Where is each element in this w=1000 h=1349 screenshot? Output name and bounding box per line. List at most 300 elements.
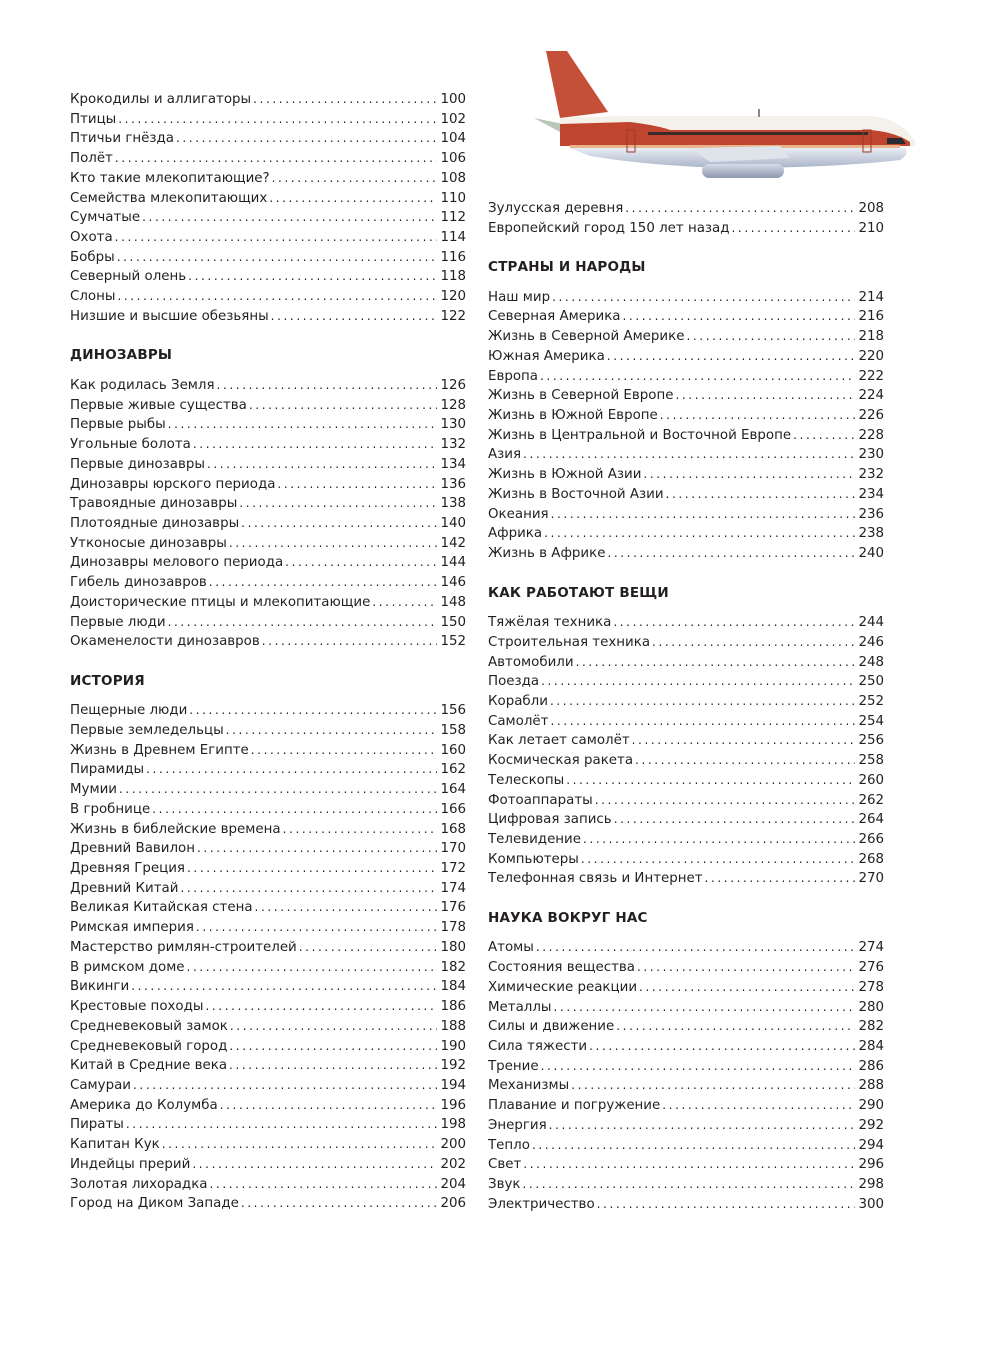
page-number: 146 [440, 575, 466, 591]
leader-dots [550, 692, 856, 712]
leader-dots [551, 505, 856, 525]
leader-dots [168, 613, 438, 633]
toc-entry[interactable]: Электричество ..... 300 [488, 1195, 884, 1215]
leader-dots [115, 228, 438, 248]
page-number: 246 [858, 634, 884, 650]
page-number: 234 [858, 486, 884, 502]
leader-dots [197, 839, 437, 859]
leader-dots [623, 307, 856, 327]
page-number: 132 [440, 437, 466, 453]
page-number: 294 [858, 1137, 884, 1153]
leader-dots [126, 1115, 438, 1135]
leader-dots [541, 1057, 856, 1077]
airplane-illustration [530, 46, 925, 186]
leader-dots [635, 751, 855, 771]
page-number: 104 [440, 131, 466, 147]
toc-entry[interactable]: Тепло ..... 294 [488, 1136, 884, 1156]
leader-dots [187, 958, 438, 978]
toc-entry[interactable]: Крестовые походы ..... 186 [70, 997, 466, 1017]
leader-dots [662, 1096, 855, 1116]
leader-dots [115, 149, 438, 169]
toc-entry[interactable]: Европа ..... 222 [488, 367, 884, 387]
toc-entry[interactable]: Жизнь в Южной Азии ..... 232 [488, 465, 884, 485]
leader-dots [607, 544, 855, 564]
toc-entry[interactable]: Пещерные люди ..... 156 [70, 701, 466, 721]
toc-entry[interactable]: В римском доме ..... 182 [70, 958, 466, 978]
toc-entry[interactable]: Корабли ..... 252 [488, 692, 884, 712]
page-number: 192 [440, 1058, 466, 1074]
toc-entry[interactable]: Африка ..... 238 [488, 524, 884, 544]
leader-dots [239, 494, 437, 514]
toc-entry[interactable]: Китай в Средние века ..... 192 [70, 1056, 466, 1076]
toc-entry[interactable]: Динозавры юрского периода ..... 136 [70, 475, 466, 495]
toc-entry[interactable]: Первые живые существа ..... 128 [70, 396, 466, 416]
page-number: 278 [858, 979, 884, 995]
page-number: 238 [858, 526, 884, 542]
leader-dots [666, 485, 856, 505]
toc-entry[interactable]: Металлы ..... 280 [488, 998, 884, 1018]
toc-entry[interactable]: Великая Китайская стена ..... 176 [70, 898, 466, 918]
toc-entry[interactable]: Жизнь в Северной Европе ..... 224 [488, 386, 884, 406]
leader-dots [162, 1135, 438, 1155]
leader-dots [277, 475, 437, 495]
toc-entry[interactable]: Автомобили ..... 248 [488, 653, 884, 673]
page-number: 174 [440, 880, 466, 896]
leader-dots [133, 1076, 437, 1096]
leader-dots [595, 791, 856, 811]
leader-dots [271, 307, 438, 327]
toc-entry[interactable]: Капитан Кук ..... 200 [70, 1135, 466, 1155]
page-number: 214 [858, 289, 884, 305]
page-number: 292 [858, 1117, 884, 1133]
page-number: 262 [858, 792, 884, 808]
page-number: 120 [440, 289, 466, 305]
toc-entry[interactable]: Семейства млекопитающих ..... 110 [70, 189, 466, 209]
toc-entry[interactable]: Охота ..... 114 [70, 228, 466, 248]
leader-dots [142, 208, 437, 228]
leader-dots [523, 445, 855, 465]
page-number: 210 [858, 220, 884, 236]
toc-entry[interactable]: Самураи ..... 194 [70, 1076, 466, 1096]
section-heading: НАУКА ВОКРУГ НАС [488, 909, 648, 926]
toc-entry[interactable]: Химические реакции ..... 278 [488, 978, 884, 998]
page-number: 228 [858, 427, 884, 443]
leader-dots [732, 219, 856, 239]
toc-entry[interactable]: Азия ..... 230 [488, 445, 884, 465]
leader-dots [583, 830, 855, 850]
toc-entry[interactable]: Древний Китай ..... 174 [70, 879, 466, 899]
leader-dots [272, 169, 438, 189]
leader-dots [652, 633, 855, 653]
toc-entry[interactable]: Город на Диком Западе ..... 206 [70, 1194, 466, 1214]
page-number: 266 [858, 832, 884, 847]
leader-dots [613, 613, 855, 633]
page-number: 152 [440, 634, 466, 650]
page-number: 114 [440, 230, 466, 246]
toc-entry[interactable]: Гибель динозавров ..... 146 [70, 573, 466, 593]
toc-entry[interactable]: Америка до Колумба ..... 196 [70, 1096, 466, 1116]
leader-dots [229, 1056, 437, 1076]
toc-entry[interactable]: Цифровая запись ..... 264 [488, 810, 884, 830]
page-number: 218 [858, 329, 884, 345]
page-number: 258 [858, 753, 884, 769]
toc-entry[interactable]: Сила тяжести ..... 284 [488, 1037, 884, 1057]
page-number: 204 [440, 1176, 466, 1192]
toc-entry[interactable]: Жизнь в Африке ..... 240 [488, 544, 884, 564]
leader-dots [285, 553, 437, 573]
toc-section-science [488, 909, 884, 1215]
page-number: 176 [440, 900, 466, 916]
leader-dots [675, 386, 855, 406]
leader-dots [253, 90, 437, 110]
leader-dots [554, 998, 856, 1018]
toc-entry[interactable]: Космическая ракета ..... 258 [488, 751, 884, 771]
page-number: 112 [440, 210, 466, 226]
leader-dots [632, 731, 856, 751]
page-number: 220 [858, 348, 884, 364]
leader-dots [686, 327, 855, 347]
section-heading: СТРАНЫ И НАРОДЫ [488, 259, 646, 276]
toc-entry[interactable]: Бобры ..... 116 [70, 248, 466, 268]
page-number: 144 [440, 555, 466, 571]
leader-dots [607, 347, 856, 367]
toc-entry[interactable]: Жизнь в Древнем Египте ..... 160 [70, 741, 466, 761]
page-number: 250 [858, 674, 884, 690]
section-heading: ДИНОЗАВРЫ [70, 347, 173, 364]
page-number: 222 [858, 368, 884, 384]
page-number: 248 [858, 654, 884, 670]
page-number: 134 [440, 456, 466, 472]
page-number: 282 [858, 1019, 884, 1035]
toc-entry[interactable]: Телевидение ..... 266 [488, 830, 884, 850]
leader-dots [188, 267, 437, 287]
leader-dots [168, 415, 438, 435]
leader-dots [196, 918, 438, 938]
page-number: 100 [440, 92, 466, 107]
toc-right-column [488, 199, 884, 1215]
toc-entry[interactable]: Древний Вавилон ..... 170 [70, 839, 466, 859]
leader-dots [566, 771, 855, 791]
page-number: 170 [440, 841, 466, 857]
toc-entry[interactable]: Кто такие млекопитающие? ..... 108 [70, 169, 466, 189]
page-number: 290 [858, 1098, 884, 1114]
toc-entry[interactable]: Птицы ..... 102 [70, 110, 466, 130]
leader-dots [176, 129, 437, 149]
page-number: 202 [440, 1156, 466, 1172]
leader-dots [146, 760, 437, 780]
page-number: 106 [440, 151, 466, 167]
page-number: 274 [858, 940, 884, 956]
leader-dots [523, 1155, 855, 1175]
leader-dots [536, 938, 856, 958]
leader-dots [576, 653, 856, 673]
page-number: 244 [858, 615, 884, 631]
page-number: 188 [440, 1018, 466, 1034]
page-number: 252 [858, 693, 884, 709]
page-number: 240 [858, 546, 884, 562]
toc-entry[interactable]: Энергия ..... 292 [488, 1116, 884, 1136]
leader-dots [660, 406, 856, 426]
leader-dots [269, 189, 437, 209]
toc-entry[interactable]: Как летает самолёт ..... 256 [488, 731, 884, 751]
toc-entry[interactable]: Строительная техника ..... 246 [488, 633, 884, 653]
toc-entry[interactable]: Жизнь в библейские времена ..... 168 [70, 820, 466, 840]
leader-dots [226, 721, 438, 741]
toc-entry[interactable]: Телескопы ..... 260 [488, 771, 884, 791]
toc-entry[interactable]: Механизмы ..... 288 [488, 1076, 884, 1096]
page-number: 136 [440, 476, 466, 492]
toc-entry[interactable]: Викинги ..... 184 [70, 977, 466, 997]
page-number: 284 [858, 1039, 884, 1055]
page-number: 224 [858, 388, 884, 404]
page-number: 190 [440, 1038, 466, 1054]
toc-entry[interactable]: Жизнь в Северной Америке ..... 218 [488, 327, 884, 347]
toc-entry[interactable]: Самолёт ..... 254 [488, 712, 884, 732]
toc-entry[interactable]: Наш мир ..... 214 [488, 288, 884, 308]
leader-dots [616, 1017, 855, 1037]
toc-entry[interactable]: Пирамиды ..... 162 [70, 760, 466, 780]
toc-entry[interactable]: Фотоаппараты ..... 262 [488, 791, 884, 811]
toc-entry[interactable]: Жизнь в Южной Европе ..... 226 [488, 406, 884, 426]
page-number: 130 [440, 417, 466, 433]
toc-entry[interactable]: Древняя Греция ..... 172 [70, 859, 466, 879]
page-number: 156 [440, 703, 466, 719]
toc-entry[interactable]: Птичьи гнёзда ..... 104 [70, 129, 466, 149]
leader-dots [793, 426, 855, 446]
toc-entry[interactable]: Первые люди ..... 150 [70, 613, 466, 633]
page-number: 254 [858, 713, 884, 729]
leader-dots [131, 977, 437, 997]
leader-dots [552, 288, 855, 308]
leader-dots [229, 1037, 437, 1057]
toc-entry[interactable]: Динозавры мелового периода ..... 144 [70, 553, 466, 573]
toc-entry[interactable]: Индейцы прерий ..... 202 [70, 1155, 466, 1175]
leader-dots [589, 1037, 855, 1057]
page-number: 194 [440, 1077, 466, 1093]
page-number: 268 [858, 851, 884, 867]
page-number: 206 [440, 1196, 466, 1212]
page-number: 260 [858, 772, 884, 788]
leader-dots [262, 632, 438, 652]
leader-dots [597, 1195, 856, 1215]
toc-left-column [70, 90, 466, 1214]
leader-dots [189, 701, 437, 721]
leader-dots [119, 780, 437, 800]
page-number: 140 [440, 515, 466, 531]
page-number: 300 [858, 1196, 884, 1212]
toc-section-countries [488, 258, 884, 564]
page-number: 122 [440, 308, 466, 324]
page-number: 200 [440, 1137, 466, 1153]
toc-entry[interactable]: Низшие и высшие обезьяны ..... 122 [70, 307, 466, 327]
page-number: 270 [858, 871, 884, 887]
leader-dots [205, 997, 437, 1017]
leader-dots [540, 367, 855, 387]
toc-entry[interactable]: Угольные болота ..... 132 [70, 435, 466, 455]
page-number: 172 [440, 861, 466, 877]
leader-dots [180, 879, 437, 899]
page-number: 232 [858, 467, 884, 483]
toc-entry[interactable]: Поезда ..... 250 [488, 672, 884, 692]
leader-dots [229, 534, 438, 554]
toc-entry[interactable]: Доисторические птицы и млекопитающие ..... 148 [70, 593, 466, 613]
leader-dots [523, 1175, 856, 1195]
leader-dots [705, 869, 856, 889]
page-number: 166 [440, 801, 466, 817]
toc-entry[interactable]: Северный олень ..... 118 [70, 267, 466, 287]
toc-entry[interactable]: В гробнице ..... 166 [70, 800, 466, 820]
page-number: 108 [440, 170, 466, 186]
section-heading: КАК РАБОТАЮТ ВЕЩИ [488, 584, 669, 601]
leader-dots [217, 376, 438, 396]
toc-entry[interactable]: Первые земледельцы ..... 158 [70, 721, 466, 741]
toc-entry[interactable]: Силы и движение ..... 282 [488, 1017, 884, 1037]
leader-dots [187, 859, 437, 879]
leader-dots [251, 741, 438, 761]
toc-entry[interactable]: Полёт ..... 106 [70, 149, 466, 169]
toc-entry[interactable]: Зулусская деревня ..... 208 [488, 199, 884, 219]
toc-entry[interactable]: Северная Америка ..... 216 [488, 307, 884, 327]
page-number: 296 [858, 1157, 884, 1173]
toc-entry[interactable]: Пираты ..... 198 [70, 1115, 466, 1135]
page-number: 230 [858, 447, 884, 463]
leader-dots [637, 958, 855, 978]
toc-entry[interactable]: Плотоядные динозавры ..... 140 [70, 514, 466, 534]
leader-dots [230, 1017, 438, 1037]
leader-dots [241, 514, 437, 534]
leader-dots [614, 810, 856, 830]
section-heading: ИСТОРИЯ [70, 672, 145, 689]
toc-entry[interactable]: Жизнь в Центральной и Восточной Европе ..... 228 [488, 426, 884, 446]
toc-section-dinosaurs [70, 346, 466, 652]
toc-entry[interactable]: Звук ..... 298 [488, 1175, 884, 1195]
page-number: 164 [440, 782, 466, 798]
page-number: 286 [858, 1058, 884, 1074]
leader-dots [241, 1194, 438, 1214]
page-number: 184 [440, 979, 466, 995]
page-number: 196 [440, 1097, 466, 1113]
toc-entry[interactable]: Средневековый замок ..... 188 [70, 1017, 466, 1037]
leader-dots [152, 800, 437, 820]
page-number: 182 [440, 959, 466, 975]
toc-entry[interactable]: Атомы ..... 274 [488, 938, 884, 958]
leader-dots [255, 898, 438, 918]
toc-entry[interactable]: Сумчатые ..... 112 [70, 208, 466, 228]
leader-dots [639, 978, 855, 998]
page-number: 128 [440, 397, 466, 413]
toc-entry[interactable]: Океания ..... 236 [488, 505, 884, 525]
leader-dots [299, 938, 438, 958]
toc-entry[interactable]: Телефонная связь и Интернет ..... 270 [488, 869, 884, 889]
page-number: 276 [858, 960, 884, 976]
toc-section-how-things-work [488, 584, 884, 890]
leader-dots [209, 573, 438, 593]
toc-section-history [70, 672, 466, 1214]
leader-dots [625, 199, 855, 219]
page-number: 118 [440, 269, 466, 285]
toc-entry[interactable]: Крокодилы и аллигаторы ..... 100 [70, 90, 466, 110]
toc-entry[interactable]: Мумии ..... 164 [70, 780, 466, 800]
leader-dots [532, 1136, 856, 1156]
leader-dots [549, 1116, 856, 1136]
toc-entry[interactable]: Травоядные динозавры ..... 138 [70, 494, 466, 514]
page-number: 168 [440, 821, 466, 837]
page-number: 288 [858, 1078, 884, 1094]
page-number: 148 [440, 594, 466, 610]
leader-dots [117, 287, 437, 307]
toc-entry[interactable]: Как родилась Земля ..... 126 [70, 376, 466, 396]
leader-dots [193, 435, 438, 455]
toc-entry[interactable]: Трение ..... 286 [488, 1057, 884, 1077]
leader-dots [544, 524, 855, 544]
toc-section-animals [70, 90, 466, 327]
page-number: 138 [440, 496, 466, 512]
toc-entry[interactable]: Средневековый город ..... 190 [70, 1037, 466, 1057]
toc-entry[interactable]: Южная Америка ..... 220 [488, 347, 884, 367]
page-number: 116 [440, 249, 466, 265]
toc-section-history-continued [488, 199, 884, 238]
page-number: 280 [858, 999, 884, 1015]
page-number: 160 [440, 742, 466, 758]
page-number: 198 [440, 1117, 466, 1133]
leader-dots [581, 850, 856, 870]
page-number: 216 [858, 309, 884, 325]
toc-entry[interactable]: Тяжёлая техника ..... 244 [488, 613, 884, 633]
page-number: 186 [440, 999, 466, 1015]
toc-entry[interactable]: Слоны ..... 120 [70, 287, 466, 307]
page-number: 236 [858, 506, 884, 522]
toc-entry[interactable]: Окаменелости динозавров ..... 152 [70, 632, 466, 652]
page-number: 180 [440, 939, 466, 955]
leader-dots [207, 455, 437, 475]
leader-dots [541, 672, 855, 692]
toc-entry[interactable]: Римская империя ..... 178 [70, 918, 466, 938]
leader-dots [249, 396, 438, 416]
leader-dots [220, 1096, 438, 1116]
toc-entry[interactable]: Первые рыбы ..... 130 [70, 415, 466, 435]
toc-entry[interactable]: Компьютеры ..... 268 [488, 850, 884, 870]
toc-entry[interactable]: Первые динозавры ..... 134 [70, 455, 466, 475]
page-number: 150 [440, 614, 466, 630]
page-number: 226 [858, 408, 884, 424]
page-number: 110 [440, 190, 466, 206]
leader-dots [372, 593, 437, 613]
toc-entry[interactable]: Состояния вещества ..... 276 [488, 958, 884, 978]
page-number: 162 [440, 762, 466, 778]
page-number: 126 [440, 377, 466, 393]
leader-dots [550, 712, 855, 732]
toc-entry[interactable]: Европейский город 150 лет назад ..... 210 [488, 219, 884, 239]
page-number: 208 [858, 201, 884, 216]
leader-dots [117, 248, 438, 268]
page-number: 158 [440, 723, 466, 738]
toc-entry[interactable]: Жизнь в Восточной Азии ..... 234 [488, 485, 884, 505]
page-number: 178 [440, 920, 466, 936]
leader-dots [571, 1076, 855, 1096]
page-number: 142 [440, 535, 466, 551]
toc-entry[interactable]: Свет ..... 296 [488, 1155, 884, 1175]
leader-dots [209, 1175, 437, 1195]
page-number: 256 [858, 733, 884, 749]
toc-entry[interactable]: Золотая лихорадка ..... 204 [70, 1175, 466, 1195]
page-number: 264 [858, 812, 884, 828]
leader-dots [192, 1155, 437, 1175]
toc-entry[interactable]: Утконосые динозавры ..... 142 [70, 534, 466, 554]
leader-dots [118, 110, 437, 130]
toc-entry[interactable]: Плавание и погружение ..... 290 [488, 1096, 884, 1116]
toc-entry[interactable]: Мастерство римлян-строителей ..... 180 [70, 938, 466, 958]
page-number: 298 [858, 1177, 884, 1193]
